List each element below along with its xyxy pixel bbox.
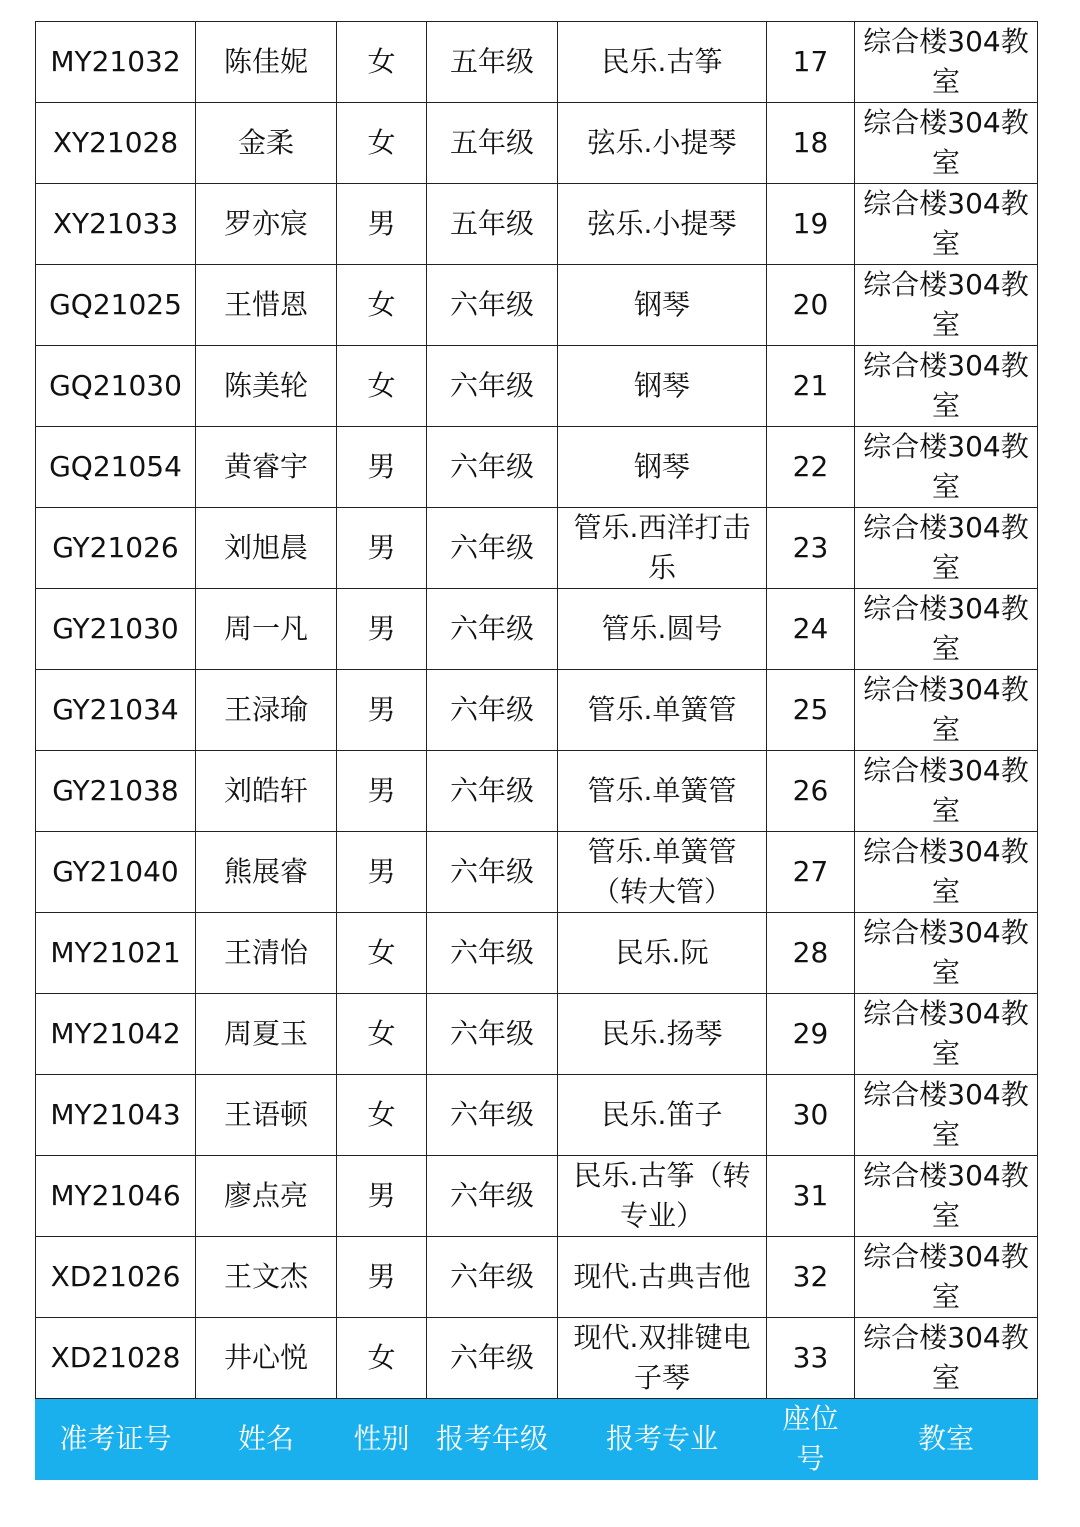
gender-cell: 男 xyxy=(337,670,427,751)
table-row xyxy=(36,589,1038,670)
classroom-cell: 综合楼304教室 xyxy=(855,346,1038,427)
exam-id-cell: GQ21054 xyxy=(36,427,196,508)
major-cell: 管乐.单簧管（转大管） xyxy=(558,832,767,913)
classroom-cell: 综合楼304教室 xyxy=(855,589,1038,670)
exam-id-cell: GY21034 xyxy=(36,670,196,751)
seat-number-cell: 24 xyxy=(767,589,855,670)
gender-cell: 女 xyxy=(337,265,427,346)
gender-cell: 男 xyxy=(337,427,427,508)
exam-id-cell: GY21030 xyxy=(36,589,196,670)
gender-cell: 男 xyxy=(337,589,427,670)
seat-number-cell: 18 xyxy=(767,103,855,184)
grade-cell: 六年级 xyxy=(427,589,558,670)
major-cell: 民乐.古筝（转专业） xyxy=(558,1156,767,1237)
gender-cell: 女 xyxy=(337,103,427,184)
major-cell: 钢琴 xyxy=(558,346,767,427)
gender-cell: 男 xyxy=(337,832,427,913)
table-row xyxy=(36,670,1038,751)
table-row xyxy=(36,1075,1038,1156)
grade-cell: 六年级 xyxy=(427,1075,558,1156)
roster-body xyxy=(36,22,1038,1399)
classroom-cell: 综合楼304教室 xyxy=(855,427,1038,508)
classroom-cell: 综合楼304教室 xyxy=(855,265,1038,346)
student-name-cell: 熊展睿 xyxy=(196,832,337,913)
header-gender: 性别 xyxy=(337,1399,427,1480)
major-cell: 民乐.扬琴 xyxy=(558,994,767,1075)
classroom-cell: 综合楼304教室 xyxy=(855,1156,1038,1237)
classroom-cell: 综合楼304教室 xyxy=(855,184,1038,265)
gender-cell: 男 xyxy=(337,1156,427,1237)
student-name-cell: 王渌瑜 xyxy=(196,670,337,751)
major-cell: 民乐.阮 xyxy=(558,913,767,994)
table-row xyxy=(36,994,1038,1075)
student-name-cell: 周夏玉 xyxy=(196,994,337,1075)
table-row xyxy=(36,1237,1038,1318)
grade-cell: 六年级 xyxy=(427,265,558,346)
major-cell: 管乐.西洋打击乐 xyxy=(558,508,767,589)
header-name: 姓名 xyxy=(196,1399,337,1480)
seat-number-cell: 22 xyxy=(767,427,855,508)
seat-number-cell: 17 xyxy=(767,22,855,103)
grade-cell: 六年级 xyxy=(427,670,558,751)
student-name-cell: 陈美轮 xyxy=(196,346,337,427)
major-cell: 民乐.古筝 xyxy=(558,22,767,103)
header-grade: 报考年级 xyxy=(427,1399,558,1480)
gender-cell: 女 xyxy=(337,913,427,994)
exam-id-cell: XD21028 xyxy=(36,1318,196,1399)
table-row xyxy=(36,832,1038,913)
gender-cell: 男 xyxy=(337,1237,427,1318)
major-cell: 现代.双排键电子琴 xyxy=(558,1318,767,1399)
exam-id-cell: GY21040 xyxy=(36,832,196,913)
grade-cell: 五年级 xyxy=(427,184,558,265)
exam-id-cell: MY21042 xyxy=(36,994,196,1075)
seat-number-cell: 30 xyxy=(767,1075,855,1156)
exam-id-cell: GQ21030 xyxy=(36,346,196,427)
grade-cell: 六年级 xyxy=(427,1156,558,1237)
table-row xyxy=(36,1156,1038,1237)
gender-cell: 男 xyxy=(337,184,427,265)
header-seat: 座位号 xyxy=(767,1399,855,1480)
seat-number-cell: 33 xyxy=(767,1318,855,1399)
seat-number-cell: 29 xyxy=(767,994,855,1075)
classroom-cell: 综合楼304教室 xyxy=(855,832,1038,913)
seat-number-cell: 28 xyxy=(767,913,855,994)
major-cell: 管乐.单簧管 xyxy=(558,670,767,751)
table-row xyxy=(36,346,1038,427)
student-name-cell: 刘皓轩 xyxy=(196,751,337,832)
classroom-cell: 综合楼304教室 xyxy=(855,103,1038,184)
student-name-cell: 王语顿 xyxy=(196,1075,337,1156)
exam-id-cell: MY21043 xyxy=(36,1075,196,1156)
seat-number-cell: 20 xyxy=(767,265,855,346)
seat-number-cell: 31 xyxy=(767,1156,855,1237)
seat-number-cell: 32 xyxy=(767,1237,855,1318)
grade-cell: 六年级 xyxy=(427,832,558,913)
exam-id-cell: MY21046 xyxy=(36,1156,196,1237)
gender-cell: 男 xyxy=(337,508,427,589)
seat-number-cell: 23 xyxy=(767,508,855,589)
classroom-cell: 综合楼304教室 xyxy=(855,1318,1038,1399)
major-cell: 弦乐.小提琴 xyxy=(558,103,767,184)
student-name-cell: 黄睿宇 xyxy=(196,427,337,508)
student-name-cell: 刘旭晨 xyxy=(196,508,337,589)
student-name-cell: 王清怡 xyxy=(196,913,337,994)
exam-id-cell: MY21032 xyxy=(36,22,196,103)
table-row xyxy=(36,103,1038,184)
grade-cell: 五年级 xyxy=(427,22,558,103)
grade-cell: 六年级 xyxy=(427,994,558,1075)
grade-cell: 六年级 xyxy=(427,913,558,994)
student-name-cell: 廖点亮 xyxy=(196,1156,337,1237)
major-cell: 管乐.单簧管 xyxy=(558,751,767,832)
table-row xyxy=(36,913,1038,994)
major-cell: 民乐.笛子 xyxy=(558,1075,767,1156)
header-room: 教室 xyxy=(855,1399,1038,1480)
table-row xyxy=(36,751,1038,832)
exam-id-cell: MY21021 xyxy=(36,913,196,994)
major-cell: 钢琴 xyxy=(558,265,767,346)
grade-cell: 五年级 xyxy=(427,103,558,184)
student-name-cell: 金柔 xyxy=(196,103,337,184)
table-row xyxy=(36,22,1038,103)
student-name-cell: 周一凡 xyxy=(196,589,337,670)
grade-cell: 六年级 xyxy=(427,346,558,427)
student-name-cell: 陈佳妮 xyxy=(196,22,337,103)
seat-number-cell: 19 xyxy=(767,184,855,265)
classroom-cell: 综合楼304教室 xyxy=(855,508,1038,589)
exam-id-cell: GY21026 xyxy=(36,508,196,589)
classroom-cell: 综合楼304教室 xyxy=(855,913,1038,994)
grade-cell: 六年级 xyxy=(427,1318,558,1399)
classroom-cell: 综合楼304教室 xyxy=(855,751,1038,832)
gender-cell: 女 xyxy=(337,994,427,1075)
exam-id-cell: XY21033 xyxy=(36,184,196,265)
classroom-cell: 综合楼304教室 xyxy=(855,670,1038,751)
classroom-cell: 综合楼304教室 xyxy=(855,22,1038,103)
exam-roster-table xyxy=(35,21,1038,1480)
table-row xyxy=(36,508,1038,589)
classroom-cell: 综合楼304教室 xyxy=(855,994,1038,1075)
gender-cell: 男 xyxy=(337,751,427,832)
student-name-cell: 王惜恩 xyxy=(196,265,337,346)
table-row xyxy=(36,184,1038,265)
exam-id-cell: GY21038 xyxy=(36,751,196,832)
grade-cell: 六年级 xyxy=(427,1237,558,1318)
exam-id-cell: XD21026 xyxy=(36,1237,196,1318)
seat-number-cell: 21 xyxy=(767,346,855,427)
seat-number-cell: 26 xyxy=(767,751,855,832)
exam-id-cell: GQ21025 xyxy=(36,265,196,346)
major-cell: 钢琴 xyxy=(558,427,767,508)
classroom-cell: 综合楼304教室 xyxy=(855,1075,1038,1156)
major-cell: 管乐.圆号 xyxy=(558,589,767,670)
gender-cell: 女 xyxy=(337,1318,427,1399)
header-id: 准考证号 xyxy=(36,1399,196,1480)
table-row xyxy=(36,1318,1038,1399)
table-row xyxy=(36,427,1038,508)
grade-cell: 六年级 xyxy=(427,751,558,832)
student-name-cell: 罗亦宸 xyxy=(196,184,337,265)
gender-cell: 女 xyxy=(337,346,427,427)
table-row xyxy=(36,265,1038,346)
gender-cell: 女 xyxy=(337,22,427,103)
column-header-row xyxy=(36,1399,1038,1480)
gender-cell: 女 xyxy=(337,1075,427,1156)
header-major: 报考专业 xyxy=(558,1399,767,1480)
student-name-cell: 井心悦 xyxy=(196,1318,337,1399)
seat-number-cell: 27 xyxy=(767,832,855,913)
major-cell: 现代.古典吉他 xyxy=(558,1237,767,1318)
classroom-cell: 综合楼304教室 xyxy=(855,1237,1038,1318)
seat-number-cell: 25 xyxy=(767,670,855,751)
student-name-cell: 王文杰 xyxy=(196,1237,337,1318)
grade-cell: 六年级 xyxy=(427,427,558,508)
major-cell: 弦乐.小提琴 xyxy=(558,184,767,265)
exam-id-cell: XY21028 xyxy=(36,103,196,184)
grade-cell: 六年级 xyxy=(427,508,558,589)
